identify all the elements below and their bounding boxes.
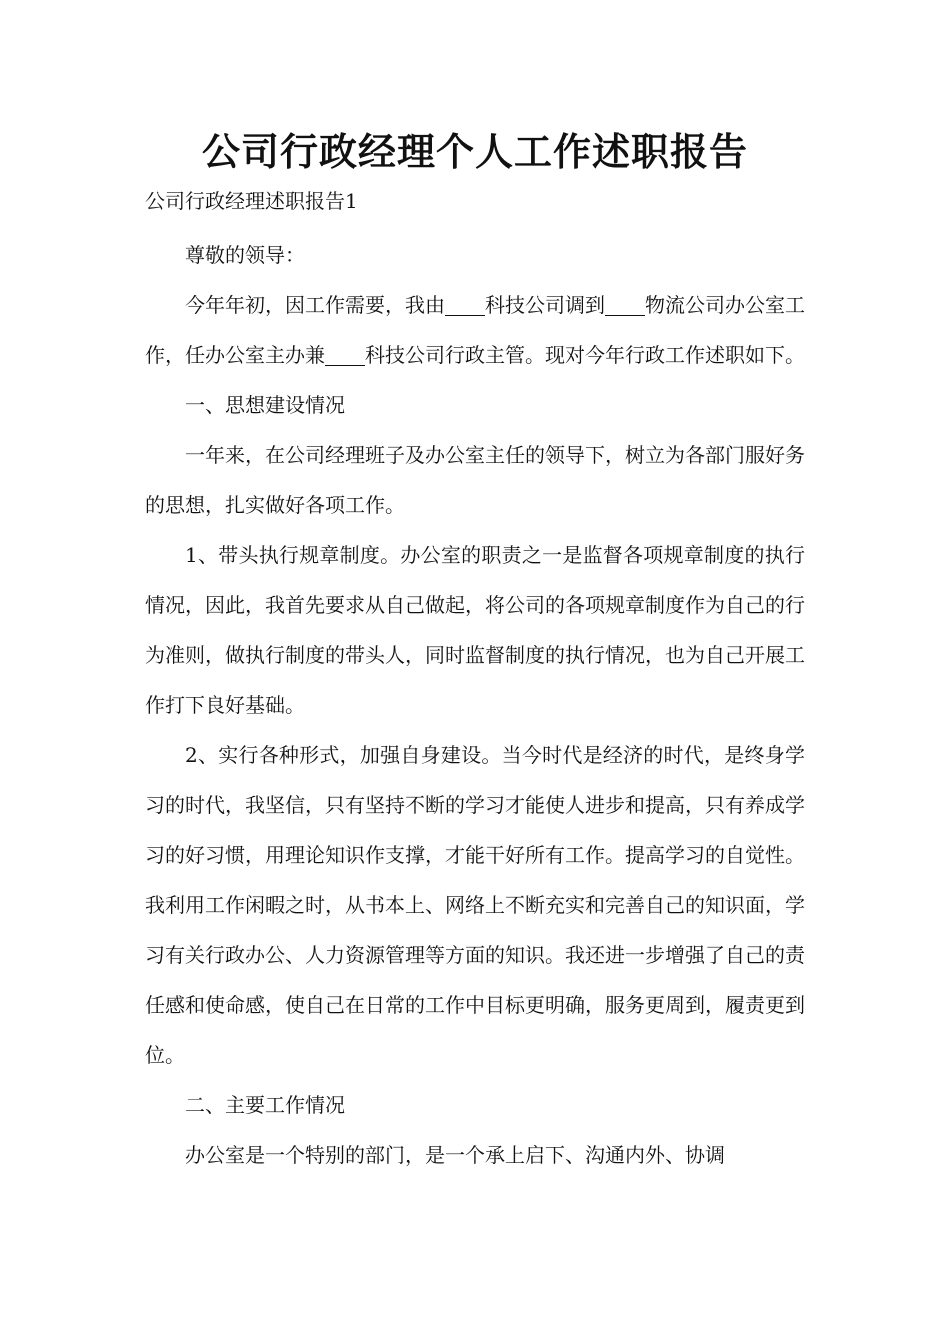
intro-text-2: 科技公司调到 (485, 293, 605, 317)
document-subtitle: 公司行政经理述职报告1 (145, 189, 358, 213)
section2-heading: 二、主要工作情况 (185, 1093, 345, 1117)
section2-intro: 办公室是一个特别的部门，是一个承上启下、沟通内外、协调 (185, 1143, 725, 1167)
intro-paragraph (145, 280, 805, 380)
intro-text-1: 今年年初，因工作需要，我由 (185, 293, 445, 317)
document-title: 公司行政经理个人工作述职报告 (201, 130, 748, 174)
section1-heading: 一、思想建设情况 (185, 393, 345, 417)
document-body (145, 230, 805, 1180)
blank-line (325, 345, 365, 366)
salutation: 尊敬的领导： (185, 243, 305, 267)
item-1-paragraph: 1、带头执行规章制度。办公室的职责之一是监督各项规章制度的执行情况，因此，我首先要求从自己做起，将公司的各项规章制度作为自己的行为准则，做执行制度的带头人，同时监督制度的执行情况，也为自己开展工作打下良好基础。 (145, 543, 805, 717)
item-2-paragraph: 2、实行各种形式，加强自身建设。当今时代是经济的时代，是终身学习的时代，我坚信，只有坚持不断的学习才能使人进步和提高，只有养成学习的好习惯，用理论知识作支撑，才能干好所有工作。提高学习的自觉性。我利用工作闲暇之时，从书本上、网络上不断充实和完善自己的知识面，学习有关行政办公、人力资源管理等方面的知识。我还进一步增强了自己的责任感和使命感，使自己在日常的工作中目标更明确，服务更周到，履责更到位。 (145, 743, 805, 1067)
blank-line (605, 295, 645, 316)
section1-intro: 一年来，在公司经理班子及办公室主任的领导下，树立为各部门服好务的思想，扎实做好各项工作。 (145, 443, 805, 517)
blank-line (445, 295, 485, 316)
intro-text-3: 物流公司办公室工作，任办公室主办兼 (145, 293, 805, 367)
intro-text-4: 科技公司行政主管。现对今年行政工作述职如下。 (365, 343, 805, 367)
